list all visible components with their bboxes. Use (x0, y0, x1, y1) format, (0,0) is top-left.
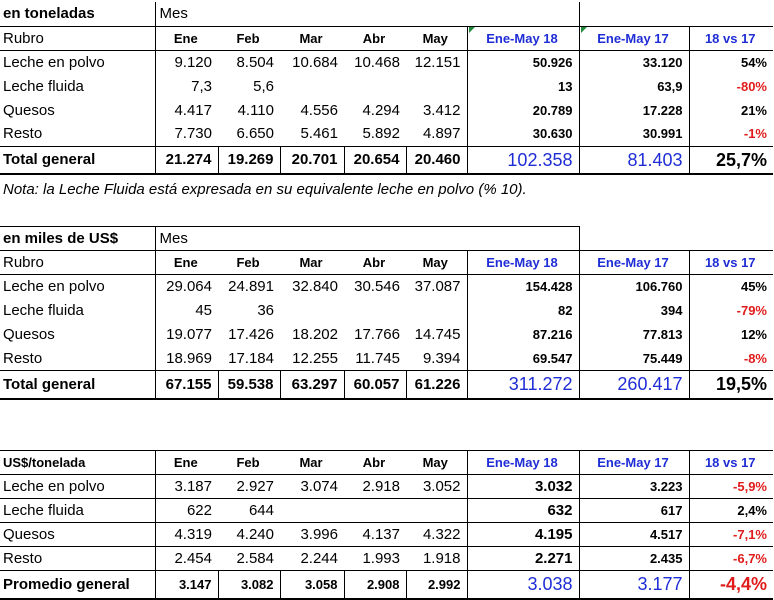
cell: 7,3 (191, 77, 212, 95)
header-mar: Mar (280, 26, 344, 50)
cell: 24.891 (228, 278, 274, 296)
header-mar: Mar (280, 251, 344, 275)
cell: 82 (467, 299, 579, 323)
mes-label: Mes (155, 2, 579, 26)
note-text: Nota: la Leche Fluida está expresada en su equivalente leche en polvo (% 10). (3, 181, 527, 198)
cell: 10.468 (354, 53, 400, 71)
cell: 4.556 (300, 101, 338, 119)
cell: 8.504 (236, 53, 274, 71)
header-rubro: Rubro (0, 26, 155, 50)
cell: 106.760 (579, 275, 689, 299)
header-feb: Feb (218, 451, 280, 475)
cell: 1.918 (406, 547, 467, 571)
cell: 32.840 (292, 278, 338, 296)
cell: 4.110 (237, 101, 274, 119)
header-ene-may-18: Ene-May 18 (467, 26, 579, 50)
cell: 12% (740, 327, 767, 342)
cell: 260.417 (579, 371, 689, 399)
cell: 77.813 (579, 323, 689, 347)
cell: 3.082 (218, 571, 280, 599)
cell: 2.992 (406, 571, 467, 599)
cell: 63.297 (280, 371, 344, 399)
cell: 102.358 (467, 146, 579, 174)
cell: 311.272 (467, 371, 579, 399)
header-abr: Abr (344, 251, 406, 275)
cell: 2.927 (218, 475, 280, 499)
total-label: Total general (0, 146, 155, 174)
cell: 21.274 (155, 146, 218, 174)
cell: -79% (736, 303, 767, 318)
cell: 12.151 (406, 50, 467, 74)
cell: 67.155 (155, 371, 218, 399)
cell: -7,1% (689, 523, 773, 547)
cell: 60.057 (344, 371, 406, 399)
cell: 63,9 (579, 74, 689, 98)
total-row (0, 571, 773, 599)
cell: -4,4% (689, 571, 773, 599)
cell (280, 74, 344, 98)
cell: 25,7% (689, 146, 773, 174)
table-row (0, 323, 773, 347)
cell: 36 (257, 302, 274, 319)
header-feb: Feb (218, 26, 280, 50)
cell: 59.538 (218, 371, 280, 399)
header-may: May (406, 26, 467, 50)
cell: 3.412 (406, 98, 467, 122)
table-row (0, 523, 773, 547)
cell (344, 74, 406, 98)
table-row (0, 499, 773, 523)
table-miles-usd (0, 226, 773, 400)
cell: 29.064 (166, 278, 212, 296)
total-row (0, 146, 773, 174)
cell (344, 499, 406, 523)
header-ene: Ene (155, 26, 218, 50)
cell: 20.460 (406, 146, 467, 174)
cell: 2.584 (236, 550, 274, 567)
cell: 30.546 (354, 278, 400, 296)
cell: 18.969 (166, 349, 212, 367)
cell: 30.630 (467, 122, 579, 146)
cell: 3.032 (467, 475, 579, 499)
cell: 4.417 (174, 101, 212, 119)
table-row (0, 275, 773, 299)
header-18-vs-17: 18 vs 17 (689, 451, 773, 475)
cell: 12.255 (292, 349, 338, 367)
cell: 2.454 (174, 550, 212, 567)
cell: 6.650 (236, 125, 274, 143)
cell: 3.147 (155, 571, 218, 599)
cell: 3.187 (155, 475, 218, 499)
cell: 3.996 (280, 523, 344, 547)
section-title: en miles de US$ (0, 227, 155, 251)
header-abr: Abr (344, 451, 406, 475)
cell: 4.137 (344, 523, 406, 547)
header-ene-may-17: Ene-May 17 (579, 251, 689, 275)
cell: 5.461 (300, 125, 338, 143)
cell: 13 (467, 74, 579, 98)
cell: 7.730 (174, 125, 212, 143)
cell (406, 74, 467, 98)
table-row (0, 74, 773, 98)
cell: 54% (740, 54, 767, 70)
cell: 4.195 (467, 523, 579, 547)
cell: 3.223 (579, 475, 689, 499)
table-toneladas (0, 2, 773, 175)
cell: 2.908 (344, 571, 406, 599)
cell: 17.426 (228, 326, 274, 343)
cell: 4.294 (362, 101, 400, 119)
cell: 3.038 (467, 571, 579, 599)
row-label: Leche en polvo (0, 50, 155, 74)
row-label: Leche en polvo (0, 475, 155, 499)
table-row (0, 50, 773, 74)
cell: 4.517 (579, 523, 689, 547)
cell: 622 (155, 499, 218, 523)
cell: 1.993 (362, 550, 400, 567)
cell: 45 (195, 302, 212, 319)
total-label: Promedio general (0, 571, 155, 599)
header-ene-may-17: Ene-May 17 (579, 26, 689, 50)
cell: 5,6 (253, 77, 274, 95)
cell: 14.745 (406, 323, 467, 347)
row-label: Quesos (0, 98, 155, 122)
cell (344, 299, 406, 323)
header-ene-may-17: Ene-May 17 (579, 451, 689, 475)
cell: 644 (218, 499, 280, 523)
cell: -6,7% (733, 551, 767, 566)
cell: -80% (736, 78, 767, 94)
comment-marker (469, 27, 475, 33)
cell: 4.240 (218, 523, 280, 547)
cell (280, 499, 344, 523)
cell: -8% (743, 350, 767, 366)
row-label: Leche fluida (0, 74, 155, 98)
cell: 4.322 (406, 523, 467, 547)
cell: 2.435 (579, 547, 689, 571)
table-row (0, 347, 773, 371)
row-label: Resto (0, 547, 155, 571)
cell: 20.701 (280, 146, 344, 174)
cell: -1% (743, 126, 767, 142)
total-label: Total general (0, 371, 155, 399)
header-abr: Abr (344, 26, 406, 50)
header-mar: Mar (280, 451, 344, 475)
row-label: Leche fluida (0, 299, 155, 323)
cell: 3.052 (406, 475, 467, 499)
cell: 2.918 (344, 475, 406, 499)
cell: 75.449 (579, 347, 689, 371)
cell: 9.394 (406, 347, 467, 371)
cell: 2.271 (467, 547, 579, 571)
cell: 9.120 (174, 53, 212, 71)
total-row (0, 371, 773, 399)
cell: 19.269 (218, 146, 280, 174)
row-label: Quesos (0, 523, 155, 547)
cell: 20.654 (344, 146, 406, 174)
cell: 17.228 (579, 98, 689, 122)
cell: 30.991 (579, 122, 689, 146)
row-label: Resto (0, 347, 155, 371)
cell: 33.120 (579, 50, 689, 74)
header-18-vs-17: 18 vs 17 (689, 26, 773, 50)
header-ene: Ene (155, 451, 218, 475)
cell: 20.789 (467, 98, 579, 122)
cell: 4.897 (406, 122, 467, 146)
cell: 632 (467, 499, 579, 523)
header-ene: Ene (155, 251, 218, 275)
cell: 19.077 (166, 326, 212, 343)
cell: 3.074 (280, 475, 344, 499)
row-label: Quesos (0, 323, 155, 347)
cell: 18.202 (292, 326, 338, 343)
header-rubro: US$/tonelada (0, 451, 155, 475)
table-row (0, 299, 773, 323)
cell: 17.766 (354, 326, 400, 343)
cell: 45% (740, 279, 767, 295)
row-label: Resto (0, 122, 155, 146)
cell: 61.226 (406, 371, 467, 399)
header-may: May (406, 451, 467, 475)
cell: 17.184 (228, 349, 274, 367)
cell: 19,5% (689, 371, 773, 399)
header-rubro: Rubro (0, 251, 155, 275)
table-row (0, 98, 773, 122)
cell: 617 (579, 499, 689, 523)
cell: 81.403 (579, 146, 689, 174)
cell: 69.547 (467, 347, 579, 371)
cell: 11.745 (355, 349, 400, 367)
section-title: en toneladas (0, 2, 155, 26)
table-row (0, 547, 773, 571)
table-usd-tonelada (0, 450, 773, 600)
cell: 87.216 (467, 323, 579, 347)
cell: 10.684 (292, 53, 338, 71)
cell: 21% (740, 102, 767, 118)
cell: 3.177 (579, 571, 689, 599)
cell (280, 299, 344, 323)
cell: 4.319 (155, 523, 218, 547)
cell: 2,4% (689, 499, 773, 523)
cell: 394 (579, 299, 689, 323)
table-row (0, 122, 773, 146)
cell (406, 499, 467, 523)
mes-label: Mes (155, 227, 579, 251)
cell: 3.058 (280, 571, 344, 599)
cell: -5,9% (689, 475, 773, 499)
cell: 5.892 (362, 125, 400, 143)
comment-marker (581, 27, 587, 33)
header-feb: Feb (218, 251, 280, 275)
cell: 154.428 (467, 275, 579, 299)
cell: 50.926 (467, 50, 579, 74)
cell (406, 299, 467, 323)
cell: 37.087 (406, 275, 467, 299)
header-may: May (406, 251, 467, 275)
header-ene-may-18: Ene-May 18 (467, 451, 579, 475)
row-label: Leche en polvo (0, 275, 155, 299)
row-label: Leche fluida (0, 499, 155, 523)
table-row (0, 475, 773, 499)
header-18-vs-17: 18 vs 17 (689, 251, 773, 275)
header-ene-may-18: Ene-May 18 (467, 251, 579, 275)
cell: 2.244 (300, 550, 338, 567)
